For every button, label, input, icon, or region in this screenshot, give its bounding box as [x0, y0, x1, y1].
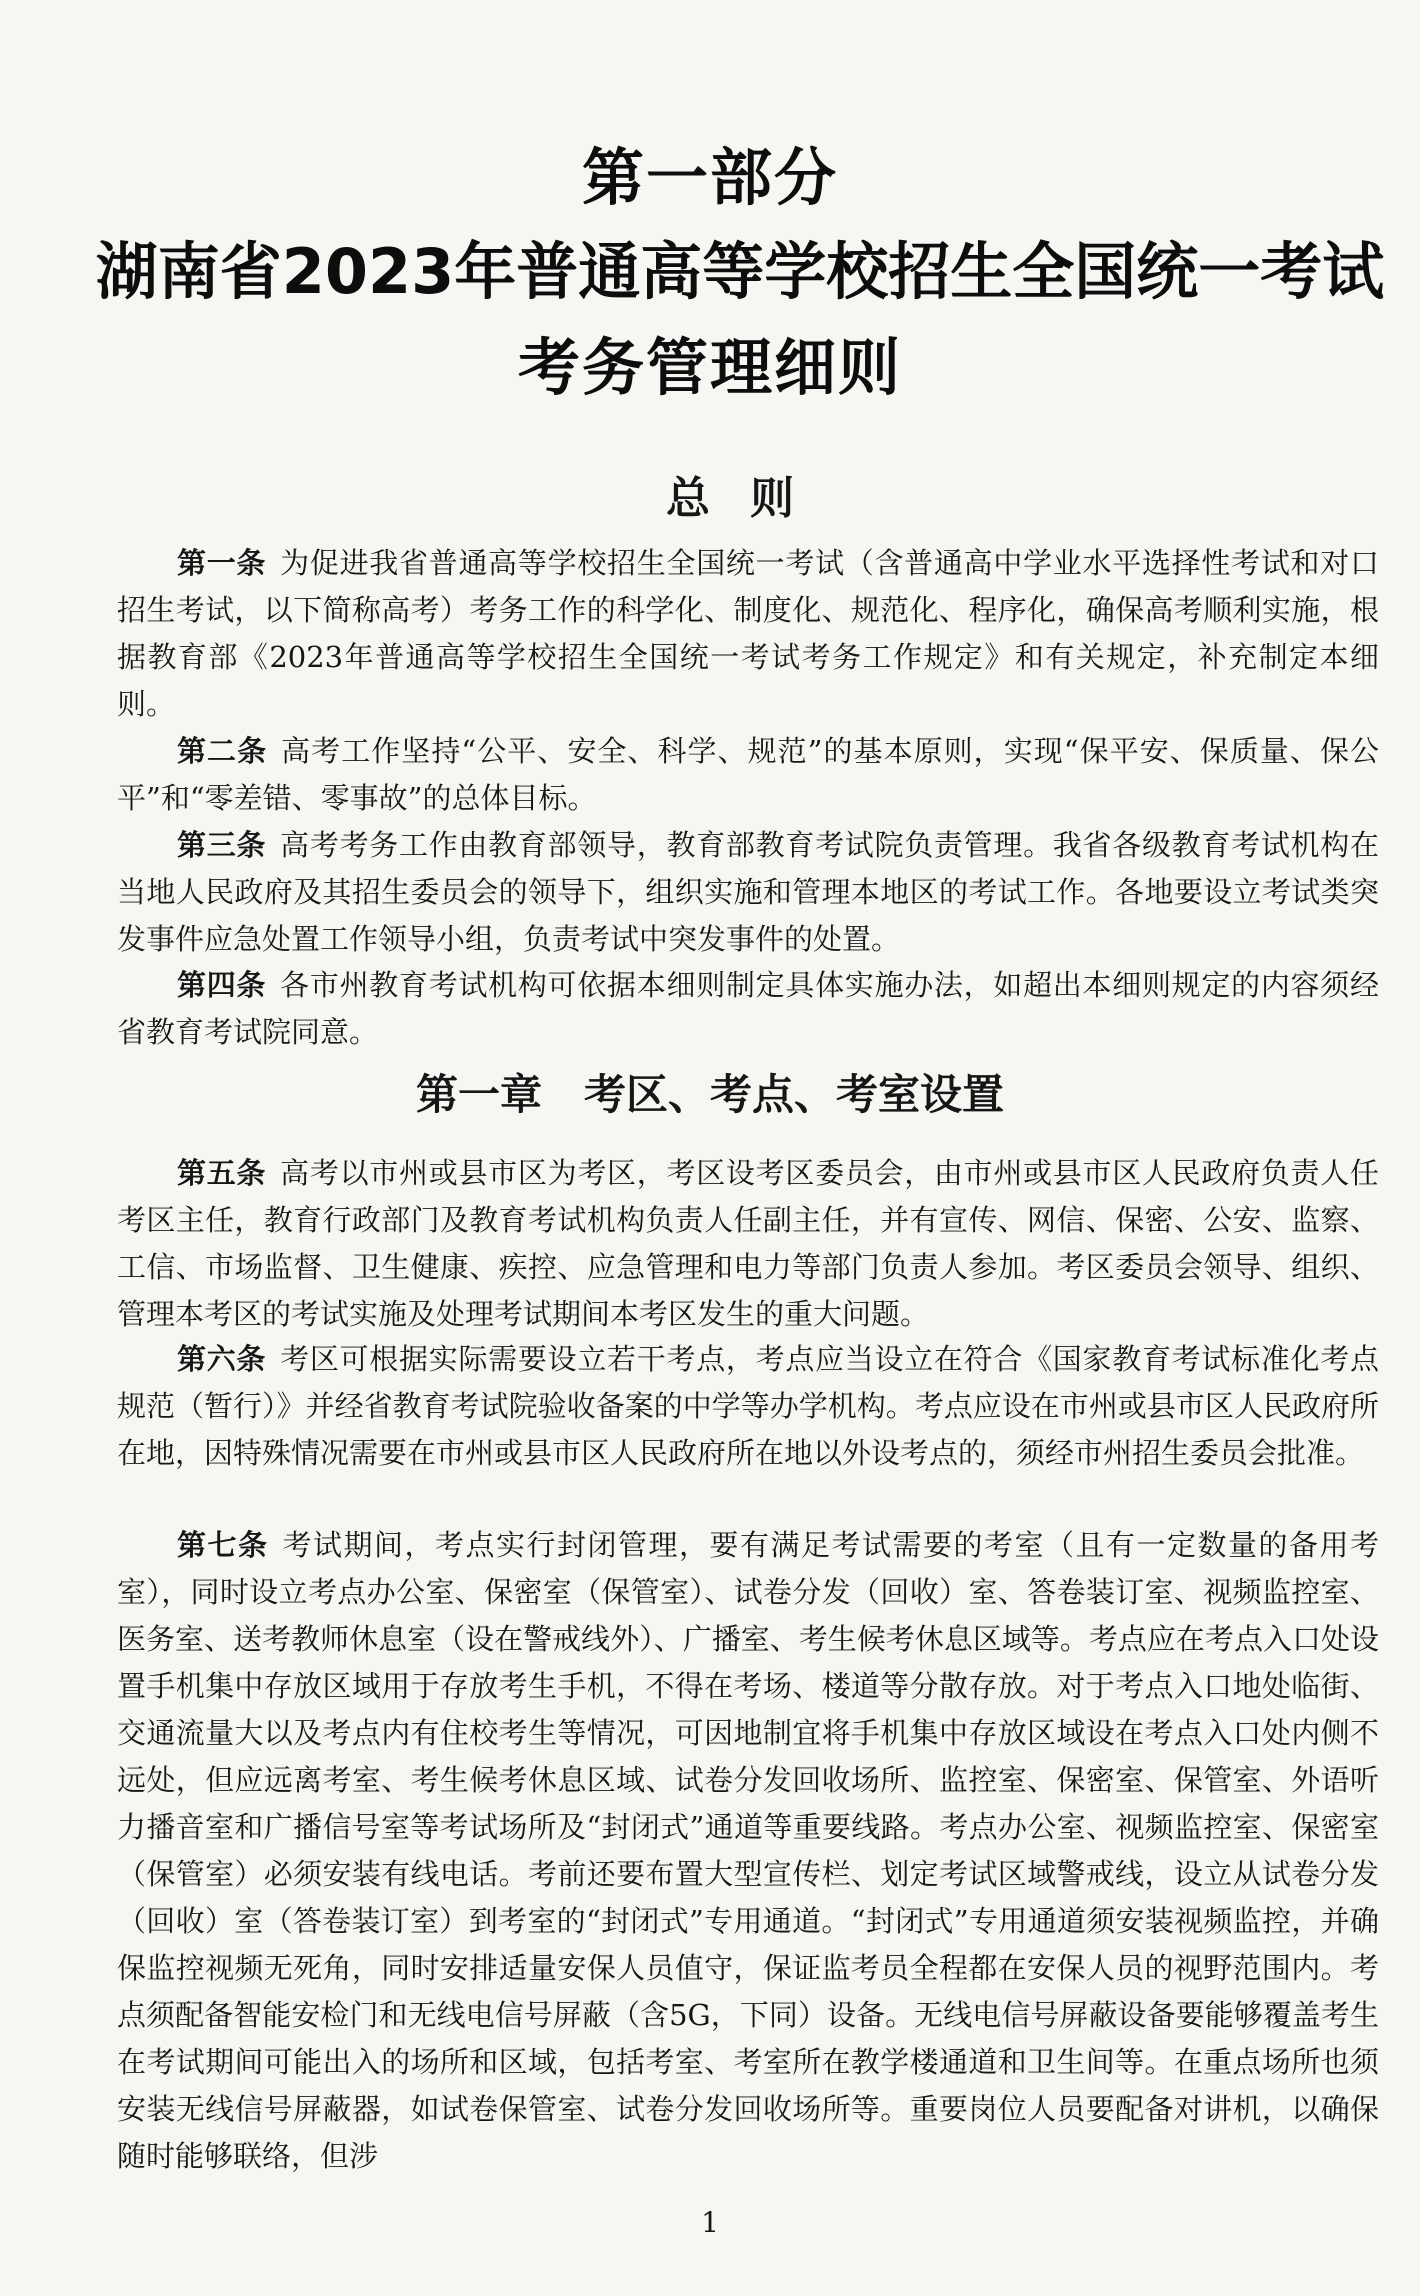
- page-number: 1: [701, 2206, 719, 2239]
- part-heading: 第一部分: [581, 141, 838, 214]
- article-paragraph: [117, 540, 1379, 728]
- general-provisions-heading: 总则: [666, 473, 834, 524]
- article-paragraph: [117, 1522, 1379, 2180]
- article-label: 第五条: [177, 1156, 267, 1190]
- article-label: 第三条: [177, 828, 267, 862]
- article-text: 为促进我省普通高等学校招生全国统一考试（含普通高中学业水平选择性考试和对口招生考试，以下简称高考）考务工作的科学化、制度化、规范化、程序化，确保高考顺利实施，根据教育部《2023年普通高等学校招生全国统一考试考务工作规定》和有关规定，补充制定本细则。: [117, 546, 1379, 721]
- article-label: 第七条: [177, 1528, 269, 1562]
- article-paragraph: [117, 1150, 1379, 1338]
- document-title: 湖南省2023年普通高等学校招生全国统一考试: [95, 235, 1385, 308]
- article-text: 高考考务工作由教育部领导，教育部教育考试院负责管理。我省各级教育考试机构在当地人民政府及其招生委员会的领导下，组织实施和管理本地区的考试工作。各地要设立考试类突发事件应急处置工作领导小组，负责考试中突发事件的处置。: [117, 828, 1379, 956]
- article-text: 高考以市州或县市区为考区，考区设考区委员会，由市州或县市区人民政府负责人任考区主任，教育行政部门及教育考试机构负责人任副主任，并有宣传、网信、保密、公安、监察、工信、市场监督、卫生健康、疾控、应急管理和电力等部门负责人参加。考区委员会领导、组织、管理本考区的考试实施及处理考试期间本考区发生的重大问题。: [117, 1156, 1379, 1331]
- article-text: 考试期间，考点实行封闭管理，要有满足考试需要的考室（且有一定数量的备用考室），同时设立考点办公室、保密室（保管室）、试卷分发（回收）室、答卷装订室、视频监控室、医务室、送考教师休息室（设在警戒线外）、广播室、考生候考休息区域等。考点应在考点入口处设置手机集中存放区域用于存放考生手机，不得在考场、楼道等分散存放。对于考点入口地处临街、交通流量大以及考点内有住校考生等情况，可因地制宜将手机集中存放区域设在考点入口处内侧不远处，但应远离考室、考生候考休息区域、试卷分发回收场所、监控室、保密室、保管室、外语听力播音室和广播信号室等考试场所及“封闭式”通道等重要线路。考点办公室、视频监控室、保密室（保管室）必须安装有线电话。考前还要布置大型宣传栏、划定考试区域警戒线，设立从试卷分发（回收）室（答卷装订室）到考室的“封闭式”专用通道。“封闭式”专用通道须安装视频监控，并确保监控视频无死角，同时安排适量安保人员值守，保证监考员全程都在安保人员的视野范围内。考点须配备智能安检门和无线电信号屏蔽（含5G，下同）设备。无线电信号屏蔽设备要能够覆盖考生在考试期间可能出入的场所和区域，包括考室、考室所在教学楼通道和卫生间等。在重点场所也须安装无线信号屏蔽器，如试卷保管室、试卷分发回收场所等。重要岗位人员要配备对讲机，以确保随时能够联络，但涉: [117, 1528, 1379, 2173]
- article-paragraph: [117, 962, 1379, 1056]
- article-label: 第四条: [177, 968, 267, 1002]
- article-paragraph: [117, 1336, 1379, 1477]
- article-paragraph: [117, 822, 1379, 963]
- article-label: 第一条: [177, 546, 267, 580]
- article-paragraph: [117, 728, 1379, 822]
- article-label: 第六条: [177, 1342, 267, 1376]
- chapter-heading: 第一章 考区、考点、考室设置: [415, 1070, 1004, 1119]
- article-text: 考区可根据实际需要设立若干考点，考点应当设立在符合《国家教育考试标准化考点规范（暂行）》并经省教育考试院验收备案的中学等办学机构。考点应设在市州或县市区人民政府所在地，因特殊情况需要在市州或县市区人民政府所在地以外设考点的，须经市州招生委员会批准。: [117, 1342, 1379, 1470]
- document-subtitle: 考务管理细则: [517, 331, 902, 404]
- article-label: 第二条: [177, 734, 268, 768]
- article-text: 高考工作坚持“公平、安全、科学、规范”的基本原则，实现“保平安、保质量、保公平”和“零差错、零事故”的总体目标。: [117, 734, 1379, 815]
- article-text: 各市州教育考试机构可依据本细则制定具体实施办法，如超出本细则规定的内容须经省教育考试院同意。: [117, 968, 1379, 1049]
